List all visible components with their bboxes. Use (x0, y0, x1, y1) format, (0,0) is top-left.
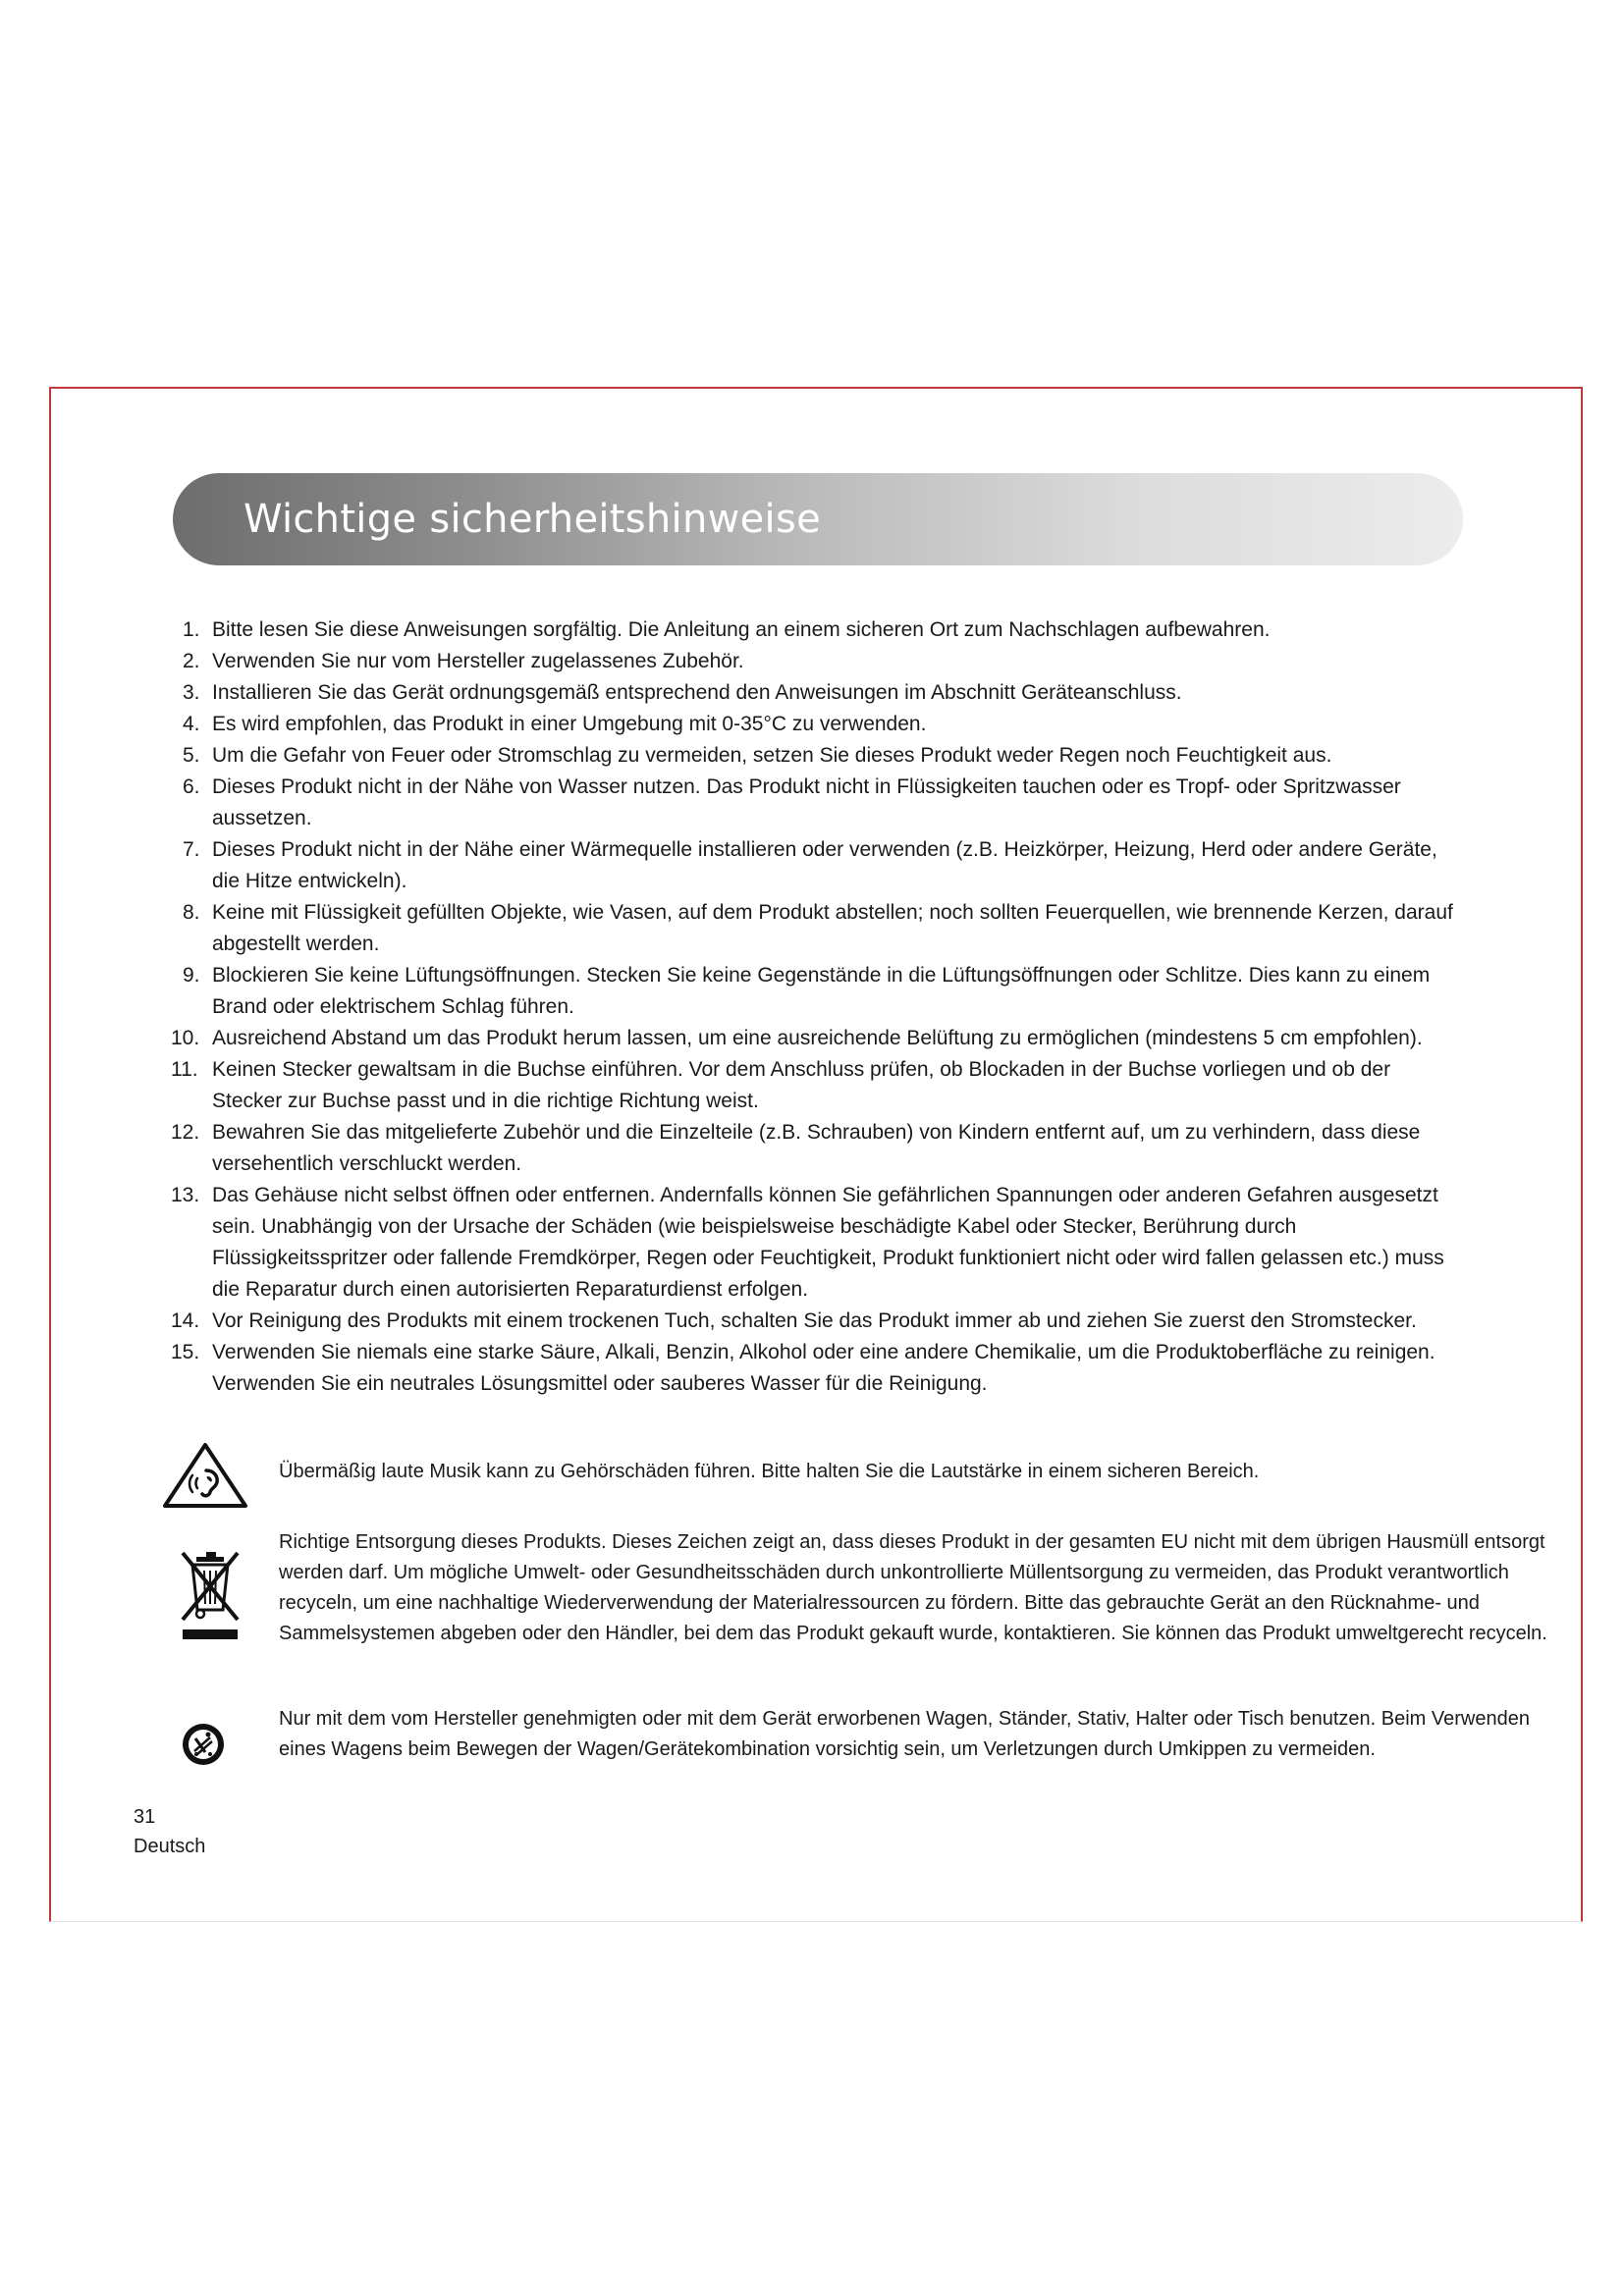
item-number: 15. (171, 1341, 200, 1363)
hearing-notice-text: Übermäßig laute Musik kann zu Gehörschäden führen. Bitte halten Sie die Lautstärke in einem sicheren Bereich. (279, 1461, 1260, 1482)
list-item (183, 772, 1459, 834)
item-text: Bewahren Sie das mitgelieferte Zubehör und die Einzelteile (z.B. Schrauben) von Kindern entfernt auf, um zu verhindern, dass diese versehentlich verschluckt werden. (212, 1121, 1421, 1175)
list-item (171, 1306, 1447, 1337)
item-text: Verwenden Sie niemals eine starke Säure, Alkali, Benzin, Alkohol oder eine andere Chemikalie, um die Produktoberfläche zu reinigen. Verwenden Sie ein neutrales Lösungsmittel oder sauberes Wasser für die Reinigung. (212, 1341, 1435, 1395)
item-number: 2. (183, 650, 200, 672)
page-title: Wichtige sicherheitshinweise (244, 497, 821, 542)
list-item (183, 897, 1459, 960)
item-number: 14. (171, 1309, 200, 1332)
list-item (183, 740, 1459, 772)
item-text: Bitte lesen Sie diese Anweisungen sorgfältig. Die Anleitung an einem sicheren Ort zum Nachschlagen aufbewahren. (212, 618, 1271, 641)
item-text: Installieren Sie das Gerät ordnungsgemäß entsprechend den Anweisungen im Abschnitt Geräteanschluss. (212, 681, 1182, 704)
list-item (171, 1117, 1447, 1180)
item-number: 1. (183, 618, 200, 641)
disposal-notice-text: Richtige Entsorgung dieses Produkts. Dieses Zeichen zeigt an, dass dieses Produkt in der gesamten EU nicht mit dem übrigen Hausmüll entsorgt werden darf. Um mögliche Umwelt- oder Gesundheitsschäden durch unkontrollierte Müllentsorgung zu vermeiden, das Produkt verantwortlich recyceln, um eine nachhaltige Wiederverwendung der Materialressourcen zu fördern. Bitte das gebrauchte Gerät an den Rücknahme- und Sammelsystemen abgeben oder den Händler, bei dem das Produkt gekauft wurde, kontaktieren. Sie können das Produkt umweltgerecht recyceln. (279, 1531, 1547, 1644)
item-text: Um die Gefahr von Feuer oder Stromschlag zu vermeiden, setzen Sie dieses Produkt weder Regen noch Feuchtigkeit aus. (212, 744, 1332, 767)
list-item (183, 677, 1459, 709)
item-text: Das Gehäuse nicht selbst öffnen oder entfernen. Andernfalls können Sie gefährlichen Spannungen oder anderen Gefahren ausgesetzt sein. Unabhängig von der Ursache der Schäden (wie beispielsweise beschädigte Kabel oder Stecker, Berührung durch Flüssigkeitsspritzer oder fallende Fremdkörper, Regen oder Feuchtigkeit, Produkt funktioniert nicht oder wird fallen gelassen etc.) muss die Reparatur durch einen autorisierten Reparaturdienst erfolgen. (212, 1184, 1444, 1301)
list-item (171, 1337, 1447, 1400)
item-number: 5. (183, 744, 200, 767)
item-text: Dieses Produkt nicht in der Nähe einer Wärmequelle installieren oder verwenden (z.B. Heizkörper, Heizung, Herd oder andere Geräte, die Hitze entwickeln). (212, 838, 1437, 892)
item-number: 6. (183, 775, 200, 798)
cart-notice-text: Nur mit dem vom Hersteller genehmigten oder mit dem Gerät erworbenen Wagen, Ständer, Stativ, Halter oder Tisch benutzen. Beim Verwenden eines Wagens beim Bewegen der Wagen/Gerätekombination vorsichtig sein, um Verletzungen durch Umkippen zu vermeiden. (279, 1708, 1530, 1760)
item-number: 12. (171, 1121, 200, 1144)
item-number: 4. (183, 713, 200, 735)
item-text: Es wird empfohlen, das Produkt in einer Umgebung mit 0-35°C zu verwenden. (212, 713, 927, 735)
list-item (183, 834, 1459, 897)
item-text: Dieses Produkt nicht in der Nähe von Wasser nutzen. Das Produkt nicht in Flüssigkeiten tauchen oder es Tropf- oder Spritzwasser aussetzen. (212, 775, 1401, 829)
item-number: 13. (171, 1184, 200, 1206)
item-number: 7. (183, 838, 200, 861)
item-text: Keine mit Flüssigkeit gefüllten Objekte, wie Vasen, auf dem Produkt abstellen; noch sollten Feuerquellen, wie brennende Kerzen, darauf abgestellt werden. (212, 901, 1453, 955)
list-item (171, 1023, 1447, 1054)
safety-instructions-list (171, 614, 1459, 1400)
cart-tip-over-warning-icon (181, 1722, 226, 1772)
item-number: 3. (183, 681, 200, 704)
list-item (183, 646, 1459, 677)
item-text: Ausreichend Abstand um das Produkt herum lassen, um eine ausreichende Belüftung zu ermöglichen (mindestens 5 cm empfohlen). (212, 1027, 1423, 1049)
item-number: 8. (183, 901, 200, 924)
item-number: 9. (183, 964, 200, 987)
language-label: Deutsch (134, 1836, 206, 1857)
list-item (183, 614, 1459, 646)
item-text: Keinen Stecker gewaltsam in die Buchse einführen. Vor dem Anschluss prüfen, ob Blockaden in der Buchse vorliegen und ob der Stecker zur Buchse passt und in die richtige Richtung weist. (212, 1058, 1391, 1112)
list-item (183, 709, 1459, 740)
page-number: 31 (134, 1806, 156, 1828)
hearing-warning-icon (161, 1441, 249, 1515)
list-item (183, 960, 1459, 1023)
item-text: Vor Reinigung des Produkts mit einem trockenen Tuch, schalten Sie das Produkt immer ab und ziehen Sie zuerst den Stromstecker. (212, 1309, 1417, 1332)
section-header-bar (173, 473, 1463, 565)
item-number: 11. (171, 1058, 198, 1081)
list-item (171, 1054, 1447, 1117)
item-text: Verwenden Sie nur vom Hersteller zugelassenes Zubehör. (212, 650, 744, 672)
list-item (171, 1180, 1447, 1306)
item-number: 10. (171, 1027, 200, 1049)
page-footer (134, 1802, 205, 1861)
item-text: Blockieren Sie keine Lüftungsöffnungen. Stecken Sie keine Gegenstände in die Lüftungsöffnungen oder Schlitze. Dies kann zu einem Brand oder elektrischem Schlag führen. (212, 964, 1431, 1018)
weee-crossed-bin-icon (181, 1549, 240, 1648)
